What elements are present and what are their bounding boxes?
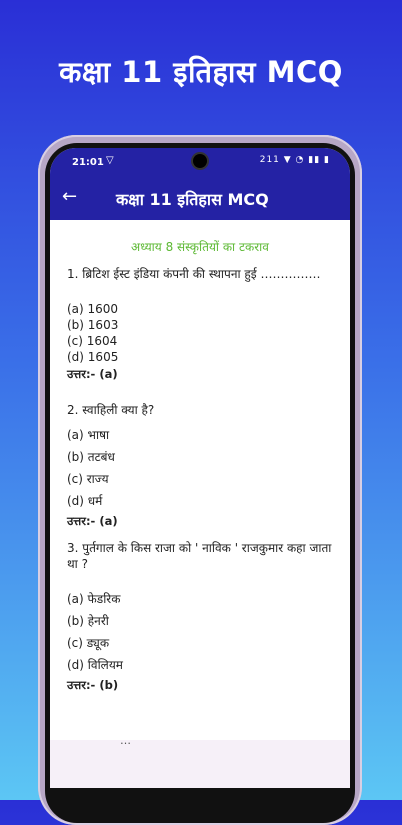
q2-answer: उत्तर:- (a) xyxy=(67,514,118,528)
q1-option-c: (c) 1604 xyxy=(67,334,118,348)
q1-option-a: (a) 1600 xyxy=(67,302,119,316)
mcq-content[interactable] xyxy=(50,220,350,788)
phone-screen xyxy=(50,148,350,788)
q2-option-c: (c) राज्य xyxy=(67,472,109,486)
next-item-peek: … xyxy=(120,734,131,747)
q2-option-d: (d) धर्म xyxy=(67,494,103,508)
q3-option-c: (c) ड्यूक xyxy=(67,636,110,650)
q1-option-d: (d) 1605 xyxy=(67,350,119,364)
q3-option-d: (d) विलियम xyxy=(67,658,123,672)
q1-answer: उत्तर:- (a) xyxy=(67,367,118,381)
question-1: 1. ब्रिटिश ईस्ट इंडिया कंपनी की स्थापना हुई …………… xyxy=(67,267,321,281)
q1-option-b: (b) 1603 xyxy=(67,318,119,332)
page-title: कक्षा 11 इतिहास MCQ xyxy=(116,190,269,209)
q2-option-a: (a) भाषा xyxy=(67,428,110,442)
front-camera xyxy=(193,154,207,168)
q3-option-b: (b) हेनरी xyxy=(67,614,109,628)
promo-headline: कक्षा 11 इतिहास MCQ xyxy=(59,55,343,89)
bottom-panel xyxy=(50,734,350,788)
chapter-heading: अध्याय 8 संस्कृतियों का टकराव xyxy=(131,240,269,254)
q3-answer: उत्तर:- (b) xyxy=(67,678,119,692)
question-2: 2. स्वाहिली क्या है? xyxy=(67,403,155,417)
status-bar xyxy=(50,148,350,178)
arrow-left-icon[interactable]: ← xyxy=(62,186,78,207)
q2-option-b: (b) तटबंध xyxy=(67,450,115,464)
q3-option-a: (a) फेडरिक xyxy=(67,592,121,606)
app-bar xyxy=(50,178,350,220)
question-3: 3. पुर्तगाल के किस राजा को ' नाविक ' राजकुमार कहा जाता था ? xyxy=(67,541,332,571)
status-time: 21:01 xyxy=(72,157,104,168)
vpn-icon: ▽ xyxy=(106,155,114,166)
status-icons: 211 ▼ ◔ ▮▮ ▮ xyxy=(259,155,330,165)
